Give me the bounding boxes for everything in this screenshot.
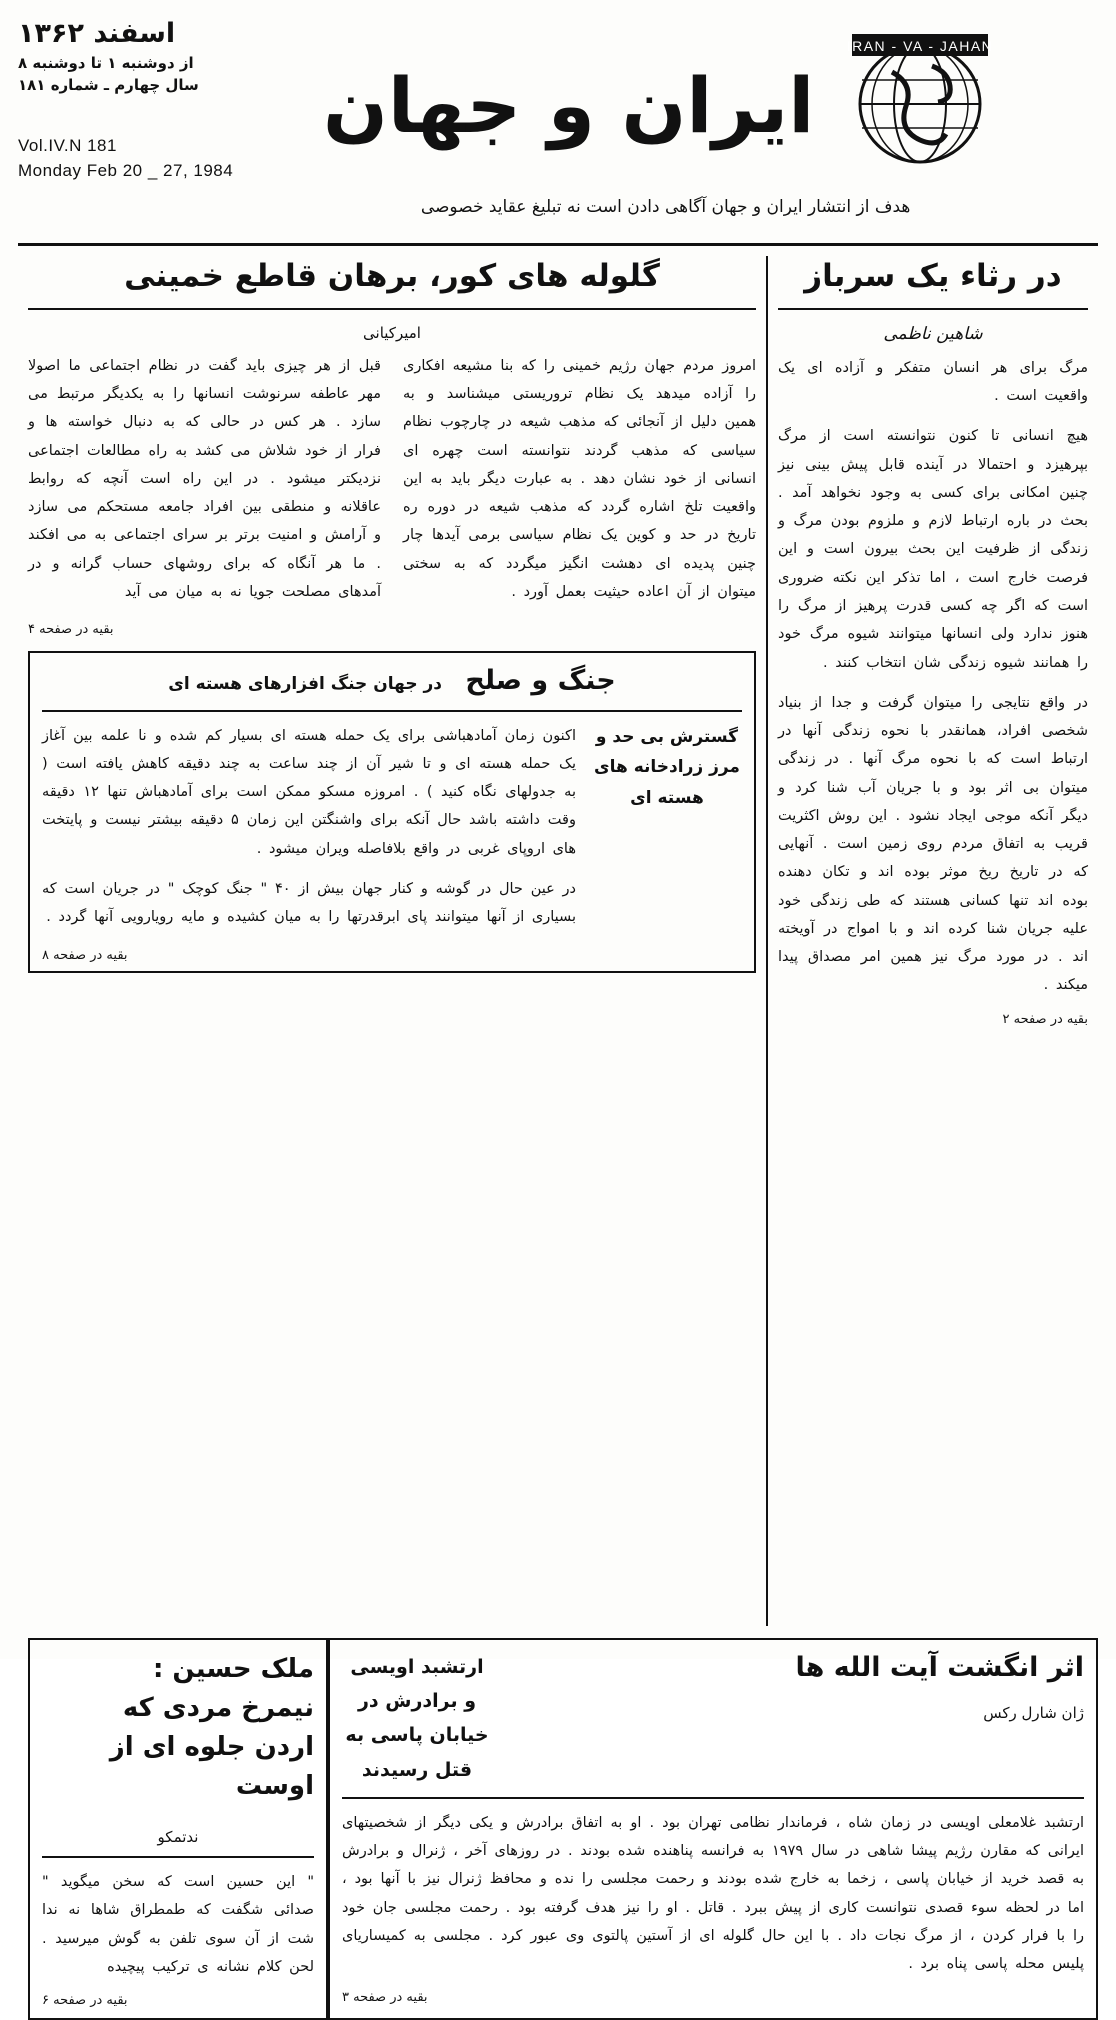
divider <box>778 308 1088 310</box>
khomeini-headline: گلوله های کور، برهان قاطع خمینی <box>124 258 660 294</box>
issue-date-fa: اسفند ۱۳۶۲ <box>18 18 176 49</box>
issue-date-en: Monday Feb 20 _ 27, 1984 <box>18 161 234 181</box>
soldier-continued[interactable]: بقیه در صفحه ۲ <box>1002 1011 1088 1027</box>
hussein-body <box>42 1868 314 1981</box>
left-section <box>18 256 766 1626</box>
soldier-headline: در رثاء یک سرباز <box>804 258 1062 294</box>
page-content <box>18 256 1098 1626</box>
masthead-slogan: هدف از انتشار ایران و جهان آگاهی دادن است نه تبلیغ عقاید خصوصی <box>420 197 911 217</box>
divider <box>42 1856 314 1858</box>
paragraph: در واقع نتایجی را میتوان گرفت و جدا از بنیاد شخصی افراد، همانقدر با نحوه زندگی آنها در ارتباط است که با نحوه مرگ آنها . در زندگی میتوان بی اثر بود و با جریان آب شنا کرد و دیگر آنکه موجی ایجاد نشود . این روش اکثریت قریب به اتفاق مردم روی زمین است . آنهایی که در تاریخ ریخ موثر بوده اند و تکان دهنده بوده اند تنها کسانی هستند که طی زندگی خود علیه جریان شنا کرده اند و با امواج در آویخته اند . در مورد مرگ نیز همین امر مصداق پیدا میکند . <box>778 694 1088 994</box>
hussein-title-line-2: اردن جلوه ای از اوست <box>109 1732 314 1801</box>
article-khomeini <box>28 256 756 637</box>
volume-number-en: Vol.IV.N 181 <box>18 135 117 155</box>
divider <box>42 710 742 712</box>
hussein-title-line-1: نیمرخ مردی که <box>122 1693 314 1723</box>
paragraph: هیچ انسانی تا کنون نتوانسته است از مرگ بپرهیزد و احتمالا در آینده قابل پیش بینی نیز چنین امکانی برای کسی به وجود نخواهد آمد . بحث در باره ارتباط لازم و ملزوم بودن مرگ و زندگی از ظرفیت این بحث بیرون است و این فرصت خارج است ، اما تذکر این نکته ضروری است که اگر چه کسی قدرت پرهیز از مرگ را هنوز ندارد ولی انسانها میتوانند شیوه مرگ خود را همانند شیوه زندگی شان انتخاب کنند . <box>778 428 1088 671</box>
paragraph: امروز مردم جهان رژیم خمینی را که بنا مشیعه افکاری را آزاده میدهد یک نظام تروریستی میشناسد و به همین دلیل از آنجائی که مذهب شیعه در چارچوب نظام سیاسی که مذهب گردند نتوانسته است چهره ای انسانی از خود نشان دهد . به عبارت دیگر باید به این واقعیت تلخ اشاره گردد که مذهب شیعه در دوره ره تاریخ در حد و کوین یک نظام سیاسی برمی آیدها چار چنین پدیده ای دهشت انگیز میگردد که به سختی میتوان از آن اعاده حیثیت بعمل آورد . <box>403 357 756 600</box>
hussein-kicker: ملک حسین : <box>152 1654 314 1684</box>
article-ayatollahs <box>328 1638 1098 2020</box>
paragraph: در عین حال در گوشه و کنار جهان بیش از ۴۰ " جنگ کوچک " در جریان است که بسیاری از آنها میتوانند پای ابرقدرتها را به میان کشیده و مایه رویارویی آنها گردد . <box>42 881 577 926</box>
soldier-body <box>778 354 1088 1000</box>
issue-number-fa: سال چهارم ـ شماره ۱۸۱ <box>18 75 199 94</box>
war-peace-subhead: در جهان جنگ افزارهای هسته ای <box>168 674 443 695</box>
article-soldier <box>766 256 1098 1626</box>
ayatollahs-byline: ژان شارل رکس <box>983 1704 1084 1723</box>
soldier-byline: شاهین ناظمی <box>883 323 983 344</box>
paper-title: ایران و جهان <box>322 61 815 150</box>
war-peace-headline <box>42 663 742 699</box>
hussein-byline: ندتمکو <box>157 1828 199 1846</box>
war-peace-body <box>42 722 576 944</box>
issue-date-range-fa: از دوشنبه ۱ تا دوشنبه ۸ <box>18 54 194 73</box>
masthead <box>18 14 1098 246</box>
paragraph: " این حسین است که سخن میگوید " صدائی شگفت که طمطراق شاها نه ندا شت از آن سوی تلفن به گوش میرسید . لحن کلام نشانه ی ترکیب پیچیده <box>42 1874 314 1975</box>
paragraph: قبل از هر چیزی باید گفت در نظام اجتماعی ما اصولا مهر عاطفه سرنوشت انسانها را به یکدیگر مرتبط می سازد . هر کس در حالی که به دنبال خواسته ها و فرار از خود شلاش می کشد به راه مطالعات اجتماعی نزدیکتر میشود . در این راه است آنچه که روابط عاقلانه و منطقی بین افراد جامعه مستحکم می سازد و آرامش و امنیت برتر بر سرای اجتماعی به می افکند . ما هر آنگاه که برای روشهای حساب گرانه و در آمدهای مصلحت جویا نه به میان می آید <box>28 357 381 600</box>
ayatollahs-continued[interactable]: بقیه در صفحه ۳ <box>342 1990 428 2006</box>
paragraph: ارتشبد غلامعلی اویسی در زمان شاه ، فرماندار نظامی تهران بود . او به اتفاق برادرش و یکی دیگر از شخصیتهای ایرانی که مقارن رژیم پیشا شاهی در سال ۱۹۷۹ به فرانسه پناهنده شده بودند . در روزهای آخر ، ژنرال و برادرش به قصد خرید از خیابان پاسی ، زخما به خارج شده بودند و رحمت مجلسی را نده و محافظ ژنرال نیز با آنها بود ، اما در لحظه سوء قصدی نتوانست کاری از پیش ببرد . قاتل . او را نیز هدف گرفته بود . رحمت مجلسی جان خود را با فرار کردن ، از مرگ نجات داد . با این حال گلوله ای از آستین پالتوی وی عبور کرد . مجلسی به کمیساریای پلیس محله پاسی پناه برد . <box>342 1814 1084 1973</box>
war-peace-continued[interactable]: بقیه در صفحه ۸ <box>42 947 128 963</box>
war-peace-title: جنگ و صلح <box>465 665 616 697</box>
divider <box>342 1797 1084 1799</box>
war-peace-deck: گسترش بی حد و مرز زرادخانه های هسته ای <box>594 726 740 808</box>
article-war-peace <box>28 651 756 972</box>
paragraph: مرگ برای هر انسان متفکر و آزاده ای یک واقعیت است . <box>778 359 1088 405</box>
ayatollahs-deck: ارتشبد اویسی و برادرش در خیابان پاسی به قتل رسیدند <box>345 1656 489 1781</box>
bottom-section <box>18 1638 1098 2020</box>
article-hussein <box>28 1638 328 2020</box>
khomeini-byline: امیرکیانی <box>363 323 421 342</box>
paragraph: اکنون زمان آمادهباشی برای یک حمله هسته ای بسیار کم شده و نا علمه بین آغاز یک حمله هسته ای و تا شیر آن از چند ساعت به چند دقیقه کاهش یافته است ( به جدولهای نگاه کنید ) . امروزه مسکو ممکن است برای آمادهباش تنها ۱۲ دقیقه وقت داشته باشد حال آنکه برای واشنگتن این زمان ۵ دقیقه بیشتر نیست و پایتخت های اروپای غربی در واقع بلافاصله ویران میشود . <box>42 727 576 857</box>
svg-text:IRAN - VA - JAHAN: IRAN - VA - JAHAN <box>846 38 994 54</box>
masthead-date-block <box>18 14 233 184</box>
khomeini-body <box>28 352 756 618</box>
masthead-title-block <box>233 14 1098 221</box>
ayatollahs-headline: اثر انگشت آیت الله ها <box>795 1652 1084 1683</box>
globe-logo-icon <box>832 22 1008 172</box>
khomeini-continued[interactable]: بقیه در صفحه ۴ <box>28 622 114 638</box>
hussein-continued[interactable]: بقیه در صفحه ۶ <box>42 1993 128 2009</box>
ayatollahs-body <box>342 1809 1084 1979</box>
divider <box>28 308 756 310</box>
